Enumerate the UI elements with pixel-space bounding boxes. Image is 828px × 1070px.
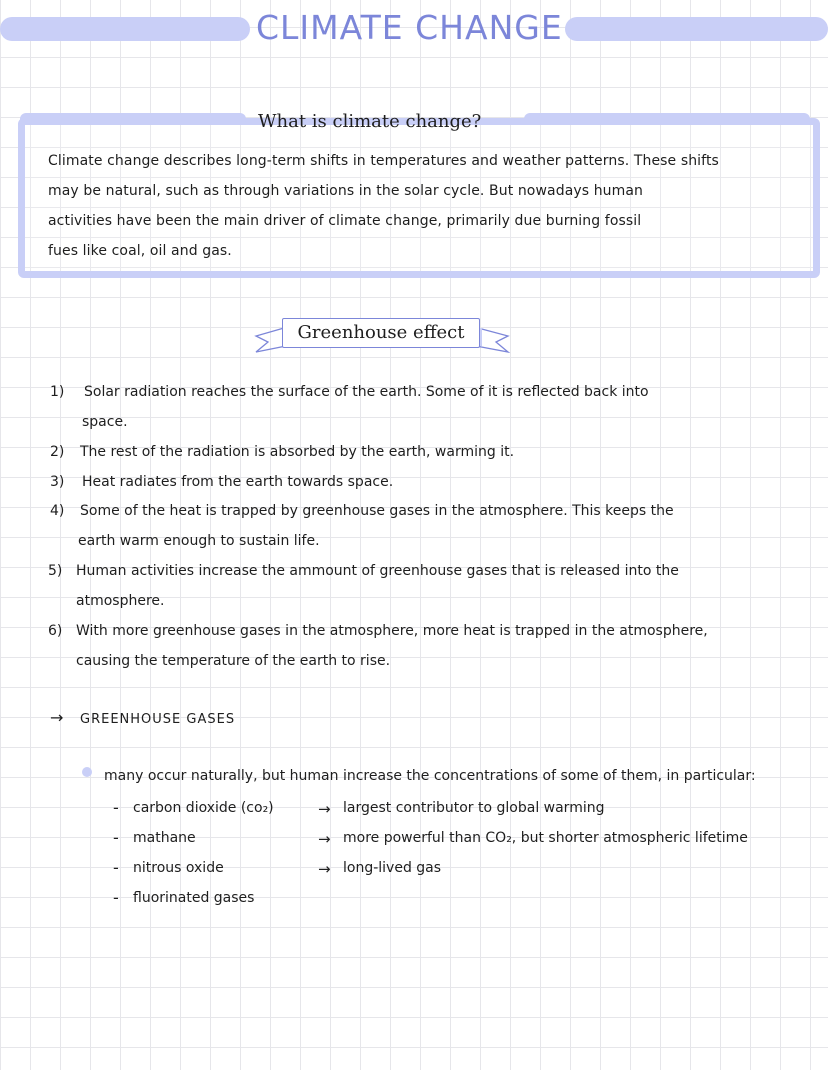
arrow-right-icon: → (318, 860, 331, 878)
gas-name: mathane (133, 830, 196, 846)
intro-heading-bar-left (20, 113, 246, 125)
gas-name: nitrous oxide (133, 860, 224, 876)
greenhouse-heading: Greenhouse effect (282, 318, 480, 348)
gases-heading: GREENHOUSE GASES (80, 712, 236, 727)
intro-line: may be natural, such as through variations in the solar cycle. But nowadays human (48, 183, 644, 199)
step-number: 3) (50, 474, 65, 490)
title-decoration-right (565, 17, 828, 41)
step-text: causing the temperature of the earth to rise. (76, 653, 391, 669)
step-text: Heat radiates from the earth towards space. (82, 474, 394, 490)
gas-name: carbon dioxide (co₂) (133, 800, 274, 816)
intro-line: activities have been the main driver of climate change, primarily due burning fossil (48, 213, 642, 229)
dash-bullet: - (113, 798, 119, 817)
intro-heading: What is climate change? (258, 111, 482, 132)
step-text: earth warm enough to sustain life. (78, 533, 320, 549)
step-text: Some of the heat is trapped by greenhouse gases in the atmosphere. This keeps the (80, 503, 674, 519)
step-number: 5) (48, 563, 63, 579)
step-number: 4) (50, 503, 65, 519)
step-number: 1) (50, 384, 65, 400)
gas-note: long-lived gas (343, 860, 442, 876)
arrow-right-icon: → (318, 800, 331, 818)
gas-note: largest contributor to global warming (343, 800, 605, 816)
gases-intro: many occur naturally, but human increase the concentrations of some of them, in particular: (104, 768, 756, 784)
arrow-right-icon: → (50, 708, 64, 727)
title-decoration-left (0, 17, 250, 41)
intro-heading-bar-right (524, 113, 810, 125)
intro-line: Climate change describes long-term shifts in temperatures and weather patterns. These shifts (48, 153, 719, 169)
step-text: With more greenhouse gases in the atmosphere, more heat is trapped in the atmosphere, (76, 623, 708, 639)
intro-paragraph (48, 146, 788, 266)
page-title: CLIMATE CHANGE (256, 8, 563, 47)
step-number: 6) (48, 623, 63, 639)
bullet-dot-icon (82, 767, 92, 777)
intro-line: fues like coal, oil and gas. (48, 243, 232, 259)
step-text: Solar radiation reaches the surface of the earth. Some of it is reflected back into (84, 384, 649, 400)
step-number: 2) (50, 444, 65, 460)
step-text: Human activities increase the ammount of greenhouse gases that is released into the (76, 563, 679, 579)
gas-name: fluorinated gases (133, 890, 255, 906)
dash-bullet: - (113, 888, 119, 907)
dash-bullet: - (113, 858, 119, 877)
step-text: space. (82, 414, 128, 430)
step-text: atmosphere. (76, 593, 165, 609)
dash-bullet: - (113, 828, 119, 847)
gas-note: more powerful than CO₂, but shorter atmospheric lifetime (343, 830, 748, 846)
arrow-right-icon: → (318, 830, 331, 848)
step-text: The rest of the radiation is absorbed by the earth, warming it. (80, 444, 515, 460)
